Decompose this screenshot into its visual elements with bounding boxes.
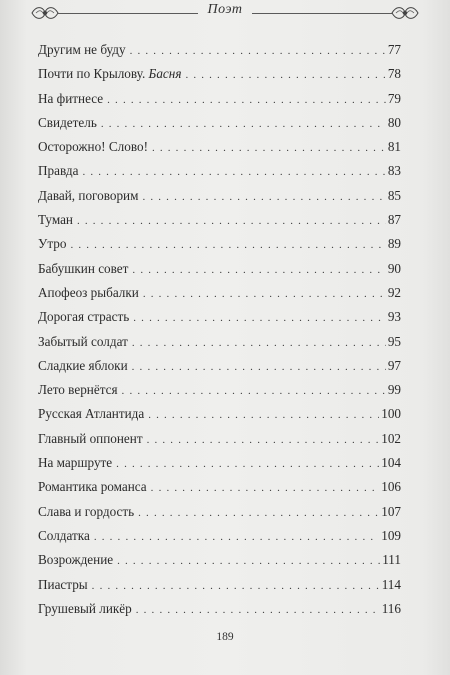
toc-entry[interactable] bbox=[38, 528, 401, 552]
toc-entry-title bbox=[38, 285, 143, 301]
toc-entry-page: 79 bbox=[387, 90, 401, 106]
toc-entry-title-text: На фитнесе bbox=[38, 90, 104, 106]
toc-entry[interactable] bbox=[38, 552, 401, 576]
toc-entry-title-text: Грушевый ликёр bbox=[38, 600, 132, 616]
toc-entry[interactable] bbox=[38, 261, 401, 285]
toc-entry-page: 111 bbox=[382, 552, 401, 568]
toc-entry[interactable] bbox=[38, 577, 401, 601]
toc-entry-title bbox=[38, 358, 132, 374]
toc-entry-title-text: Правда bbox=[38, 163, 79, 179]
toc-entry[interactable] bbox=[38, 163, 401, 187]
toc-dot-leader bbox=[138, 507, 379, 519]
toc-entry[interactable] bbox=[38, 504, 401, 528]
toc-entry[interactable] bbox=[38, 212, 401, 236]
toc-entry-page: 95 bbox=[387, 333, 401, 349]
toc-dot-leader bbox=[132, 264, 385, 276]
toc-dot-leader bbox=[122, 385, 386, 397]
toc-dot-leader bbox=[133, 312, 386, 324]
toc-entry-title bbox=[38, 406, 148, 422]
toc-entry-page: 89 bbox=[387, 236, 401, 252]
toc-entry-title bbox=[38, 188, 142, 204]
toc-entry-page: 109 bbox=[381, 527, 401, 543]
toc-entry-title-text: Забытый солдат bbox=[38, 333, 128, 349]
toc-entry-title-text: Бабушкин совет bbox=[38, 260, 129, 276]
toc-entry-title-text: Пиастры bbox=[38, 576, 88, 592]
toc-entry-title-text: Романтика романса bbox=[38, 479, 147, 495]
page-number: 189 bbox=[216, 631, 234, 643]
toc-dot-leader bbox=[70, 239, 385, 251]
toc-entry[interactable] bbox=[38, 236, 401, 260]
toc-entry[interactable] bbox=[38, 601, 401, 625]
toc-entry-title-text: Главный оппонент bbox=[38, 430, 143, 446]
toc-entry-title bbox=[38, 552, 117, 568]
toc-entry-title-text: Почти по Крылову. bbox=[38, 66, 149, 82]
toc-entry-title-text: Русская Атлантида bbox=[38, 406, 145, 422]
floral-ornament-icon bbox=[390, 4, 420, 22]
toc-dot-leader bbox=[94, 531, 379, 543]
toc-entry[interactable] bbox=[38, 285, 401, 309]
toc-entry-title-text: Осторожно! Слово! bbox=[38, 139, 148, 155]
toc-entry-page: 85 bbox=[387, 187, 401, 203]
toc-dot-leader bbox=[82, 166, 385, 178]
toc-entry-page: 87 bbox=[387, 212, 401, 228]
toc-entry-title bbox=[38, 334, 132, 350]
toc-entry-title-text: Дорогая страсть bbox=[38, 309, 130, 325]
toc-entry[interactable] bbox=[38, 358, 401, 382]
toc-entry-page: 92 bbox=[387, 284, 401, 300]
toc-dot-leader bbox=[132, 361, 386, 373]
toc-dot-leader bbox=[151, 482, 380, 494]
toc-dot-leader bbox=[185, 69, 385, 81]
toc-entry-title-text: Утро bbox=[38, 236, 67, 252]
toc-dot-leader bbox=[147, 434, 380, 446]
toc-entry[interactable] bbox=[38, 431, 401, 455]
toc-entry[interactable] bbox=[38, 334, 401, 358]
toc-entry[interactable] bbox=[38, 382, 401, 406]
toc-entry-page: 104 bbox=[381, 455, 401, 471]
toc-entry-title bbox=[38, 261, 132, 277]
toc-entry-title bbox=[38, 91, 107, 107]
toc-entry-title bbox=[38, 163, 82, 179]
toc-entry[interactable] bbox=[38, 188, 401, 212]
header-rule-right bbox=[252, 13, 392, 14]
toc-entry-page: 81 bbox=[387, 139, 401, 155]
toc-entry-page: 106 bbox=[381, 479, 401, 495]
toc-entry-page: 90 bbox=[387, 260, 401, 276]
toc-dot-leader bbox=[136, 604, 380, 616]
toc-entry[interactable] bbox=[38, 479, 401, 503]
toc-entry-page: 77 bbox=[387, 42, 401, 57]
toc-entry-title bbox=[38, 479, 151, 495]
toc-entry-page: 99 bbox=[387, 382, 401, 398]
table-of-contents bbox=[38, 42, 401, 625]
toc-dot-leader bbox=[142, 191, 385, 203]
toc-dot-leader bbox=[107, 94, 386, 106]
toc-entry-title-text: Другим не буду bbox=[38, 42, 126, 57]
toc-dot-leader bbox=[101, 118, 386, 130]
toc-entry-title bbox=[38, 455, 116, 471]
toc-dot-leader bbox=[77, 215, 386, 227]
toc-dot-leader bbox=[143, 288, 386, 300]
toc-entry-title bbox=[38, 212, 77, 228]
toc-entry-subtitle: Басня bbox=[148, 66, 182, 82]
toc-dot-leader bbox=[148, 409, 379, 421]
toc-entry-title bbox=[38, 577, 92, 593]
toc-entry-title-text: Апофеоз рыбалки bbox=[38, 284, 139, 300]
toc-entry-title-text: Солдатка bbox=[38, 527, 90, 543]
toc-entry[interactable] bbox=[38, 406, 401, 430]
toc-entry[interactable] bbox=[38, 455, 401, 479]
toc-entry-title bbox=[38, 601, 136, 617]
toc-entry-page: 80 bbox=[387, 114, 401, 130]
toc-entry-title bbox=[38, 431, 147, 447]
toc-entry[interactable] bbox=[38, 309, 401, 333]
toc-dot-leader bbox=[116, 458, 379, 470]
toc-dot-leader bbox=[117, 555, 380, 567]
toc-entry-title-text: Лето вернётся bbox=[38, 382, 118, 398]
header-title: Поэт bbox=[207, 2, 243, 17]
toc-entry-page: 100 bbox=[381, 406, 401, 422]
toc-entry-title-text: Сладкие яблоки bbox=[38, 357, 128, 373]
toc-entry-title bbox=[38, 42, 130, 58]
toc-entry-title bbox=[38, 504, 138, 520]
toc-entry-page: 114 bbox=[381, 576, 401, 592]
toc-entry-title-text: На маршруте bbox=[38, 455, 113, 471]
toc-entry-title bbox=[38, 139, 152, 155]
toc-dot-leader bbox=[130, 45, 386, 57]
toc-entry-page: 116 bbox=[381, 600, 401, 616]
toc-entry[interactable] bbox=[38, 115, 401, 139]
toc-entry-title-text: Слава и гордость bbox=[38, 503, 135, 519]
toc-entry[interactable] bbox=[38, 42, 401, 66]
running-header bbox=[0, 2, 450, 28]
toc-entry-title-text: Возрождение bbox=[38, 552, 114, 568]
toc-dot-leader bbox=[92, 580, 380, 592]
toc-entry-title bbox=[38, 382, 122, 398]
toc-entry-page: 97 bbox=[387, 357, 401, 373]
toc-entry-page: 83 bbox=[387, 163, 401, 179]
toc-entry-title-text: Туман bbox=[38, 212, 73, 228]
toc-entry-title bbox=[38, 66, 185, 82]
toc-entry-page: 78 bbox=[387, 66, 401, 82]
toc-entry[interactable] bbox=[38, 66, 401, 90]
toc-entry-title-text: Свидетель bbox=[38, 114, 97, 130]
toc-entry-title bbox=[38, 236, 70, 252]
toc-entry-page: 107 bbox=[381, 503, 401, 519]
toc-entry-title-text: Давай, поговорим bbox=[38, 187, 139, 203]
toc-dot-leader bbox=[152, 142, 386, 154]
toc-dot-leader bbox=[132, 337, 386, 349]
toc-entry-page: 102 bbox=[381, 430, 401, 446]
toc-entry-title bbox=[38, 528, 94, 544]
toc-entry[interactable] bbox=[38, 91, 401, 115]
toc-entry[interactable] bbox=[38, 139, 401, 163]
toc-entry-page: 93 bbox=[387, 309, 401, 325]
toc-entry-title bbox=[38, 309, 133, 325]
toc-entry-title bbox=[38, 115, 101, 131]
